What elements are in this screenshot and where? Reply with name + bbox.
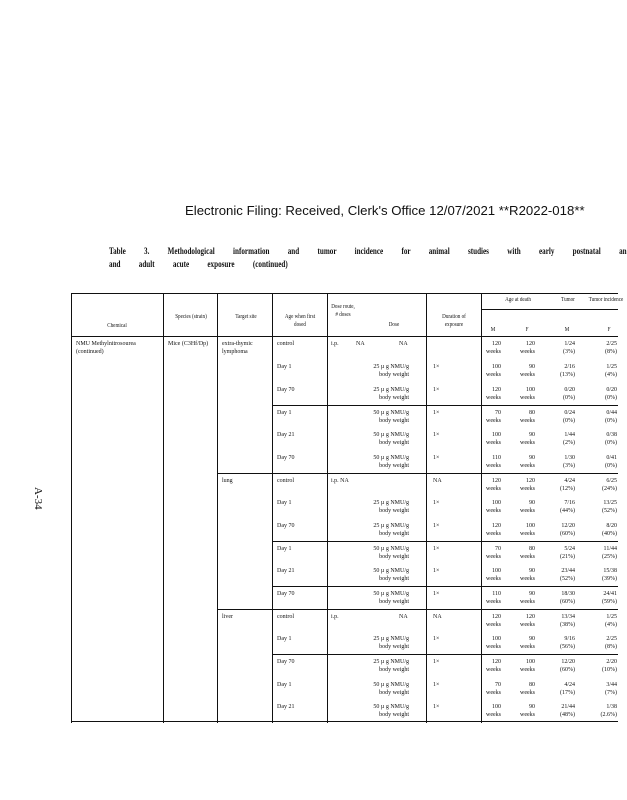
header-age-first-dosed: Age when first dosed [284, 314, 316, 328]
age-death-female: 90 weeks [520, 432, 535, 446]
tumor-incidence-male: 23/44 (52%) [560, 568, 575, 582]
header-chemical: Chemical [107, 323, 127, 329]
age-death-male: 100 weeks [486, 704, 501, 718]
table-left-border [71, 293, 72, 723]
duration: 1× [433, 659, 440, 665]
age-death-male: 100 weeks [486, 500, 501, 514]
tumor-incidence-female: 2/25 (8%) [605, 341, 617, 355]
tumor-incidence-male: 2/16 (13%) [560, 364, 575, 378]
dose: 50 µ g NMU/g body weight [373, 568, 409, 582]
tumor-incidence-male: 12/20 (60%) [560, 523, 575, 537]
header-tumor: Tumor [561, 297, 575, 303]
dose: 25 µ g NMU/g body weight [373, 500, 409, 514]
duration: NA [433, 614, 442, 620]
duration: 1× [433, 432, 440, 438]
tumor-incidence-male: 0/24 (0%) [563, 410, 575, 424]
header-age-at-death: Age at death [505, 297, 531, 303]
age-death-male: 70 weeks [486, 410, 501, 424]
target-site-lung: lung [222, 478, 233, 484]
age-death-female: 100 weeks [520, 523, 535, 537]
header-species: Species (strain) [175, 314, 207, 320]
age-first-dosed: Day 70 [277, 455, 295, 461]
tumor-incidence-male: 21/44 (48%) [560, 704, 575, 718]
duration: NA [433, 478, 442, 484]
tumor-incidence-male: 1/44 (2%) [563, 432, 575, 446]
age-first-dosed: Day 70 [277, 387, 295, 393]
dose: 25 µ g NMU/g body weight [373, 523, 409, 537]
tumor-incidence-female: 24/41 (59%) [602, 591, 617, 605]
age-death-male: 120 weeks [486, 523, 501, 537]
age-death-male: 120 weeks [486, 341, 501, 355]
tumor-incidence-male: 4/24 (17%) [560, 682, 575, 696]
row-divider [272, 654, 618, 655]
tumor-incidence-male: 4/24 (12%) [560, 478, 575, 492]
tumor-incidence-female: 0/20 (0%) [605, 387, 617, 401]
header-dose: Dose [388, 322, 400, 328]
duration: 1× [433, 500, 440, 506]
tumor-incidence-male: 9/16 (56%) [560, 636, 575, 650]
tumor-incidence-female: 0/38 (0%) [605, 432, 617, 446]
duration: 1× [433, 364, 440, 370]
age-death-female: 90 weeks [520, 568, 535, 582]
age-death-male: 100 weeks [486, 636, 501, 650]
age-first-dosed: Day 21 [277, 704, 295, 710]
duration: 1× [433, 523, 440, 529]
dose: 25 µ g NMU/g body weight [373, 387, 409, 401]
age-death-male: 70 weeks [486, 682, 501, 696]
target-site-liver: liver [222, 614, 233, 620]
age-first-dosed: Day 21 [277, 568, 295, 574]
age-first-dosed: Day 70 [277, 523, 295, 529]
tumor-incidence-female: 13/25 (52%) [602, 500, 617, 514]
duration: 1× [433, 387, 440, 393]
duration: 1× [433, 704, 440, 710]
age-death-male: 120 weeks [486, 387, 501, 401]
age-death-female: 100 weeks [520, 387, 535, 401]
dose: 50 µ g NMU/g body weight [373, 591, 409, 605]
dose: NA [399, 341, 408, 347]
age-death-female: 90 weeks [520, 500, 535, 514]
tumor-incidence-male: 7/16 (44%) [560, 500, 575, 514]
table-bottom-border [71, 721, 618, 722]
age-death-male: 110 weeks [486, 591, 501, 605]
age-death-female: 90 weeks [520, 364, 535, 378]
age-death-female: 90 weeks [520, 591, 535, 605]
species-strain: Mice (C3Hf/Dp) [168, 341, 209, 347]
tumor-incidence-female: 1/25 (4%) [605, 364, 617, 378]
age-first-dosed: Day 21 [277, 432, 295, 438]
col-divider [163, 293, 164, 723]
filing-header: Electronic Filing: Received, Clerk's Office 12/07/2021 **R2022-018** [185, 203, 585, 218]
row-divider [272, 586, 618, 587]
dose: 25 µ g NMU/g body weight [373, 659, 409, 673]
duration: 1× [433, 546, 440, 552]
tumor-incidence-male: 1/30 (3%) [563, 455, 575, 469]
tumor-incidence-male: 5/24 (21%) [560, 546, 575, 560]
duration: 1× [433, 410, 440, 416]
age-death-male: 70 weeks [486, 546, 501, 560]
tumor-incidence-female: 2/25 (8%) [605, 636, 617, 650]
row-divider [272, 541, 618, 542]
tumor-incidence-male: 18/30 (60%) [560, 591, 575, 605]
age-first-dosed: Day 1 [277, 364, 292, 370]
dose-route: i.p. NA [331, 478, 349, 484]
col-divider [272, 293, 273, 723]
table-caption [109, 246, 627, 272]
header-duration: Duration of exposure [442, 314, 466, 328]
tumor-incidence-male: 13/34 (38%) [560, 614, 575, 628]
duration: 1× [433, 682, 440, 688]
duration: 1× [433, 455, 440, 461]
age-first-dosed: Day 1 [277, 546, 292, 552]
table-top-border [71, 293, 618, 294]
duration: 1× [433, 568, 440, 574]
header-tumor-male: M [564, 327, 570, 333]
age-first-dosed: Day 1 [277, 682, 292, 688]
dose: 50 µ g NMU/g body weight [373, 546, 409, 560]
tumor-incidence-female: 1/38 (2.6%) [600, 704, 617, 718]
age-first-dosed: Day 1 [277, 636, 292, 642]
age-death-female: 80 weeks [520, 546, 535, 560]
age-death-male: 100 weeks [486, 568, 501, 582]
header-tumor-female: F [607, 327, 611, 333]
age-first-dosed: control [277, 478, 294, 484]
row-divider [272, 405, 618, 406]
age-death-female: 120 weeks [520, 341, 535, 355]
age-death-female: 120 weeks [520, 478, 535, 492]
age-first-dosed: Day 70 [277, 591, 295, 597]
age-death-male: 120 weeks [486, 614, 501, 628]
tumor-incidence-female: 3/44 (7%) [605, 682, 617, 696]
age-death-male: 100 weeks [486, 364, 501, 378]
tumor-incidence-female: 0/41 (0%) [605, 455, 617, 469]
age-death-male: 120 weeks [486, 478, 501, 492]
age-death-female: 120 weeks [520, 614, 535, 628]
header-tumor-incidence: Tumor incidence [588, 297, 624, 303]
age-first-dosed: Day 1 [277, 500, 292, 506]
col-divider [481, 293, 482, 723]
tumor-incidence-male: 1/24 (3%) [563, 341, 575, 355]
header-target-site: Target site [235, 314, 257, 320]
header-dose-route: Dose route, # doses [331, 304, 355, 318]
age-death-male: 100 weeks [486, 432, 501, 446]
age-first-dosed: control [277, 614, 294, 620]
col-divider [327, 293, 328, 723]
header-death-male: M [490, 327, 496, 333]
dose-route: i.p. [331, 341, 339, 347]
tumor-incidence-female: 11/44 (25%) [602, 546, 617, 560]
target-site-extra-thymic: extra-thymic lymphoma [222, 341, 253, 355]
dose: 25 µ g NMU/g body weight [373, 364, 409, 378]
tumor-incidence-table [71, 293, 624, 723]
dose: 50 µ g NMU/g body weight [373, 410, 409, 424]
age-death-female: 80 weeks [520, 410, 535, 424]
col-divider [426, 293, 427, 723]
header-bottom-border [71, 336, 618, 337]
caption-line-1: Table 3. Methodological information and tumor incidence for animal studies with early postnatal an [109, 247, 627, 257]
tumor-incidence-female: 2/20 (10%) [602, 659, 617, 673]
duration: 1× [433, 591, 440, 597]
dose: 50 µ g NMU/g body weight [373, 704, 409, 718]
tumor-incidence-female: 1/25 (4%) [605, 614, 617, 628]
dose: 50 µ g NMU/g body weight [373, 432, 409, 446]
age-first-dosed: Day 1 [277, 410, 292, 416]
tumor-incidence-female: 15/38 (39%) [602, 568, 617, 582]
duration: 1× [433, 636, 440, 642]
col-divider [217, 293, 218, 723]
dose: 25 µ g NMU/g body weight [373, 636, 409, 650]
dose-route: i.p. [331, 614, 339, 620]
age-death-female: 100 weeks [520, 659, 535, 673]
tumor-incidence-female: 6/25 (24%) [602, 478, 617, 492]
dose: NA [399, 614, 408, 620]
age-death-male: 120 weeks [486, 659, 501, 673]
header-subdivider [481, 309, 618, 310]
age-first-dosed: Day 70 [277, 659, 295, 665]
tumor-incidence-female: 0/44 (0%) [605, 410, 617, 424]
caption-line-2: and adult acute exposure (continued) [109, 260, 288, 270]
age-death-female: 80 weeks [520, 682, 535, 696]
age-death-female: 90 weeks [520, 455, 535, 469]
dose: 50 µ g NMU/g body weight [373, 455, 409, 469]
page-number-label: A-34 [32, 487, 44, 510]
dose-route-na: NA [356, 341, 365, 347]
tumor-incidence-female: 8/20 (40%) [602, 523, 617, 537]
age-death-male: 110 weeks [486, 455, 501, 469]
tumor-incidence-male: 0/20 (0%) [563, 387, 575, 401]
header-death-female: F [525, 327, 529, 333]
chemical-name: NMU Methylnitrosourea (continued) [76, 341, 136, 355]
age-death-female: 90 weeks [520, 636, 535, 650]
group-divider [217, 609, 618, 610]
dose: 50 µ g NMU/g body weight [373, 682, 409, 696]
group-divider [217, 473, 618, 474]
age-death-female: 90 weeks [520, 704, 535, 718]
tumor-incidence-male: 12/20 (60%) [560, 659, 575, 673]
age-first-dosed: control [277, 341, 294, 347]
